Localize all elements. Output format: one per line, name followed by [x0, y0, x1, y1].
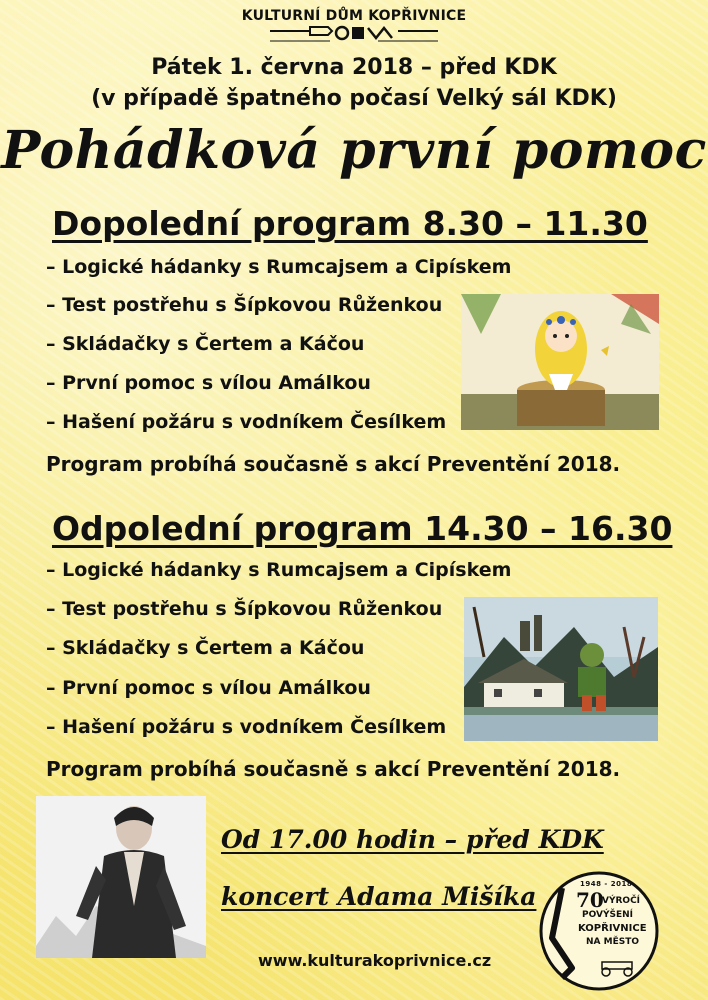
singer-photo: [36, 796, 206, 958]
morning-note: Program probíhá současně s akcí Preventění 2018.: [46, 452, 621, 476]
afternoon-item: – První pomoc s vílou Amálkou: [46, 677, 371, 699]
poster-title: Pohádková první pomoc: [1, 120, 707, 181]
logo-years: 1948 - 2018: [580, 880, 633, 888]
afternoon-heading: Odpolední program 14.30 – 16.30: [52, 509, 673, 548]
anniversary-logo: [532, 868, 666, 994]
water-sprite-illustration: [464, 597, 658, 741]
afternoon-item: – Skládačky s Čertem a Káčou: [46, 637, 365, 659]
afternoon-item: – Hašení požáru s vodníkem Česílkem: [46, 716, 447, 738]
logo-number: 70: [576, 888, 604, 912]
concert-time: Od 17.00 hodin – před KDK: [221, 825, 604, 854]
concert-name: koncert Adama Mišíka: [221, 882, 537, 911]
afternoon-note: Program probíhá současně s akcí Preventění 2018.: [46, 757, 621, 781]
morning-item: – Test postřehu s Šípkovou Růženkou: [46, 294, 443, 316]
morning-item: – První pomoc s vílou Amálkou: [46, 372, 371, 394]
logo-line: POVÝŠENÍ: [582, 910, 633, 920]
morning-item: – Hašení požáru s vodníkem Česílkem: [46, 411, 447, 433]
morning-item: – Skládačky s Čertem a Káčou: [46, 333, 365, 355]
afternoon-item: – Test postřehu s Šípkovou Růženkou: [46, 598, 443, 620]
logo-line: KOPŘIVNICE: [578, 923, 647, 934]
logo-line: VÝROČÍ: [602, 896, 641, 906]
ornament-icon: [270, 25, 438, 47]
organization-name: KULTURNÍ DŮM KOPŘIVNICE: [241, 8, 467, 24]
morning-heading: Dopolední program 8.30 – 11.30: [52, 204, 648, 243]
logo-line: NA MĚSTO: [586, 937, 640, 947]
afternoon-item: – Logické hádanky s Rumcajsem a Cipískem: [46, 559, 512, 581]
event-date: Pátek 1. června 2018 – před KDK: [151, 55, 557, 80]
fairy-illustration: [461, 294, 659, 430]
website-link[interactable]: www.kulturakoprivnice.cz: [258, 951, 492, 970]
morning-item: – Logické hádanky s Rumcajsem a Cipískem: [46, 256, 512, 278]
weather-note: (v případě špatného počasí Velký sál KDK): [91, 86, 617, 111]
